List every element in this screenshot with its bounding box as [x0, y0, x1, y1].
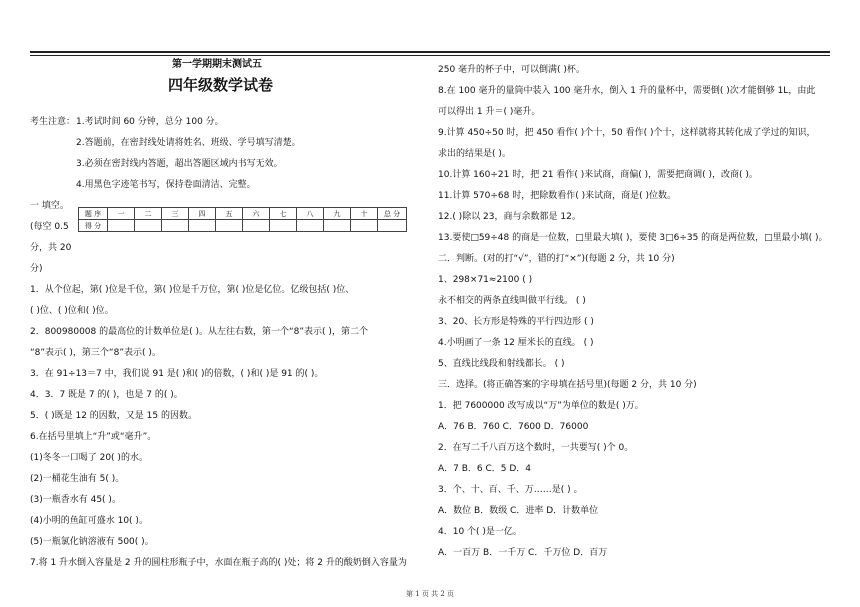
question-line: 3、20、长方形是特殊的平行四边形 ( )	[438, 317, 594, 327]
score-input-cell[interactable]	[378, 220, 407, 232]
exam-title: 第一学期期末测试五	[172, 59, 262, 70]
score-input-cell[interactable]	[351, 220, 378, 232]
question-line: 2．在写二千八百万这个数时，一共要写( )个 0。	[438, 443, 634, 453]
question-line: 1．从个位起，第( )位是千位，第( )位是千万位，第( )位是亿位。亿级包括( )位、	[30, 285, 355, 295]
question-line: 求出的结果是( )。	[438, 149, 511, 159]
score-cell: 八	[297, 208, 324, 220]
question-line: “8”表示( )，第三个“8”表示( )。	[30, 348, 161, 358]
question-line: A．7 B．6 C．5 D．4	[438, 464, 532, 474]
question-line: 1．把 7600000 改写成以“万”为单位的数是( )万。	[438, 401, 644, 411]
question-line: 1、298×71≈2100 ( )	[438, 275, 533, 285]
question-line: 2．800980008 的最高位的计数单位是( )。从左往右数，第一个“8”表示( )，第二个	[30, 327, 368, 337]
score-input-cell[interactable]	[324, 220, 351, 232]
question-line: A．一百万 B．一千万 C．千万位 D．百万	[438, 548, 608, 558]
question-line: (1)冬冬一口喝了 20( )的水。	[30, 453, 148, 463]
notice-item: 2.答题前，在密封线处请将姓名、班级、学号填写清楚。	[76, 138, 301, 148]
notice-item: 1.考试时间 60 分钟，总分 100 分。	[76, 117, 224, 127]
score-input-cell[interactable]	[189, 220, 216, 232]
top-rule-thin	[30, 55, 830, 56]
question-line: 4．3．7 既是 7 的( )，也是 7 的( )。	[30, 390, 183, 400]
notice-item: 4.用黑色字迹笔书写，保持卷面清洁、完整。	[76, 180, 256, 190]
score-table	[78, 207, 407, 232]
section1-heading-line: 分，共 20	[30, 243, 72, 253]
question-line: 三．选择。(将正确答案的字母填在括号里)(每题 2 分，共 10 分)	[438, 380, 697, 390]
question-line: (5)一瓶氯化钠溶液有 500( )。	[30, 537, 154, 547]
question-line: 13.要使□59÷48 的商是一位数，□里最大填( )，要使 3□6÷35 的商是两位数，□里最小填( )。	[438, 233, 828, 243]
score-input-cell[interactable]	[243, 220, 270, 232]
question-line: 12.( )除以 23，商与余数都是 12。	[438, 212, 581, 222]
top-rule-thick	[30, 51, 830, 53]
question-line: (2)一桶花生油有 5( )。	[30, 474, 125, 484]
question-line: A．76 B．760 C．7600 D．76000	[438, 422, 589, 432]
question-line: 4.小明画了一条 12 厘米长的直线。 ( )	[438, 338, 594, 348]
question-line: 二．判断。(对的打“√”，错的打“×”)(每题 2 分，共 10 分)	[438, 254, 675, 264]
question-line: ( )位、( )位和( )位。	[30, 306, 114, 316]
question-line: (3)一瓶香水有 45( )。	[30, 495, 121, 505]
score-cell: 十	[351, 208, 378, 220]
question-line: A．数位 B．数级 C．进率 D．计数单位	[438, 506, 599, 516]
score-cell: 九	[324, 208, 351, 220]
score-input-cell[interactable]	[162, 220, 189, 232]
paper-title: 四年级数学试卷	[168, 76, 274, 94]
score-input-cell[interactable]	[216, 220, 243, 232]
section1-heading-line: 一 填空。	[30, 201, 69, 211]
question-line: 3．个、十、百、千、万……是( ) 。	[438, 485, 583, 495]
section1-heading-line: 分)	[30, 264, 43, 274]
score-input-cell[interactable]	[108, 220, 135, 232]
score-cell: 三	[162, 208, 189, 220]
question-line: 5、直线比线段和射线都长。 ( )	[438, 359, 565, 369]
question-line: 6.在括号里填上“升”或“毫升”。	[30, 432, 157, 442]
score-table-header-row	[79, 208, 407, 220]
score-input-cell[interactable]	[270, 220, 297, 232]
page-footer: 第 1 页 共 2 页	[405, 590, 455, 598]
score-cell: 六	[243, 208, 270, 220]
question-line: 永不相交的两条直线叫做平行线。 ( )	[438, 296, 586, 306]
question-line: 11.计算 570÷68 时，把除数看作( )来试商，商是( )位数。	[438, 191, 676, 201]
score-cell: 题 序	[79, 208, 108, 220]
question-line: 4．10 个( )是一亿。	[438, 527, 522, 537]
question-line: 3．在 91÷13＝7 中，我们说 91 是( )和( )的倍数，( )和( )是 91 的( )。	[30, 369, 324, 379]
score-input-cell[interactable]	[135, 220, 162, 232]
score-cell: 七	[270, 208, 297, 220]
notice-label: 考生注意：	[30, 117, 76, 127]
score-cell: 五	[216, 208, 243, 220]
score-input-cell[interactable]	[297, 220, 324, 232]
score-table-score-row	[79, 220, 407, 232]
question-line: 7.将 1 升水倒入容量是 2 升的圆柱形瓶子中，水面在瓶子高的( )处；将 2 升的酸奶倒入容量为	[30, 558, 407, 568]
score-cell: 二	[135, 208, 162, 220]
section1-heading-line: (每空 0.5	[30, 222, 69, 232]
question-line: 9.计算 450÷50 时，把 450 看作( )个十，50 看作( )个十，这样就将其转化成了学过的知识，	[438, 128, 816, 138]
question-line: 10.计算 160÷21 时，把 21 看作( )来试商，商偏( )，需要把商调( )，改商( )。	[438, 170, 758, 180]
score-cell: 一	[108, 208, 135, 220]
question-line: 250 毫升的杯子中，可以倒满( )杯。	[438, 65, 585, 75]
score-cell: 得 分	[79, 220, 108, 232]
question-line: 可以得出 1 升＝( )毫升。	[438, 107, 541, 117]
notice-item: 3.必须在密封线内答题，超出答题区域内书写无效。	[76, 159, 283, 169]
score-cell: 四	[189, 208, 216, 220]
question-line: (4)小明的鱼缸可盛水 10( )。	[30, 516, 148, 526]
question-line: 8.在 100 毫升的量筒中装入 100 毫升水，倒入 1 升的量杯中，需要倒( )次才能倒够 1L，由此	[438, 86, 816, 96]
score-cell: 总 分	[378, 208, 407, 220]
question-line: 5．( )既是 12 的因数，又是 15 的因数。	[30, 411, 197, 421]
